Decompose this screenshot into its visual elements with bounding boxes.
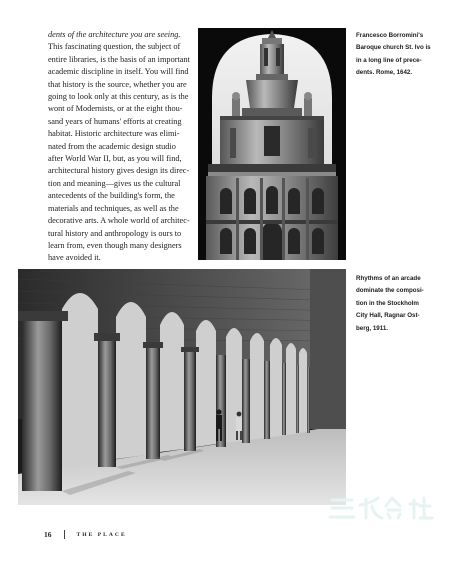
caption-line: dominate the composi- [356, 287, 424, 295]
body-line: This fascinating question, the subject of [48, 42, 181, 52]
body-line: habitat. Historic architecture was elimi- [48, 129, 180, 139]
watermark-logo [326, 494, 454, 522]
body-line: going to look only at this century, as is the [48, 92, 189, 102]
footer-divider [64, 530, 65, 539]
church-illustration [198, 28, 346, 260]
body-line: materials and techniques, as well as the [48, 203, 179, 213]
body-line: entire libraries, is the basis of an important [48, 54, 190, 64]
caption-line: City Hall, Ragnar Ost- [356, 312, 420, 320]
body-line: tion and meaning—gives us the cultural [48, 178, 181, 188]
caption-church [356, 30, 446, 80]
caption-arcade [356, 273, 446, 335]
body-line: that history is the source, whether you are [48, 79, 187, 89]
arcade-photo [18, 269, 346, 505]
body-line: have avoided it. [48, 253, 101, 263]
caption-line: Francesco Borromini's [356, 32, 424, 39]
body-line: learn from, even though many designers [48, 240, 182, 250]
body-line: wont of Modernists, or at the eight thou- [48, 104, 183, 114]
body-line: tural history and anthropology is ours to [48, 228, 182, 238]
body-line: dents of the architecture you are seeing. [48, 30, 181, 39]
caption-line: in a long line of prece- [356, 56, 422, 64]
arcade-illustration [18, 269, 346, 505]
church-dome-photo [198, 28, 346, 260]
body-line: after World War II, but, as you will find, [48, 154, 182, 164]
body-line: nated from the academic design studio [48, 141, 176, 151]
body-line: decorative arts. A whole world of architec- [48, 216, 190, 226]
body-text [48, 29, 188, 265]
body-line: antecedents of the building's form, the [48, 191, 175, 201]
body-line: academic discipline in itself. You will find [48, 67, 189, 77]
caption-line: Rhythms of an arcade [356, 275, 421, 282]
body-line: architectural history gives design its direc- [48, 166, 190, 176]
caption-line: berg, 1911. [356, 324, 388, 332]
page-number: 16 [44, 530, 52, 539]
body-line: sand years of humans' efforts at creating [48, 116, 182, 126]
caption-line: tion in the Stockholm [356, 299, 419, 307]
caption-line: Baroque church St. Ivo is [356, 44, 431, 52]
page-footer [44, 530, 127, 539]
running-head: THE PLACE [76, 531, 127, 538]
caption-line: dents. Rome, 1642. [356, 69, 413, 77]
